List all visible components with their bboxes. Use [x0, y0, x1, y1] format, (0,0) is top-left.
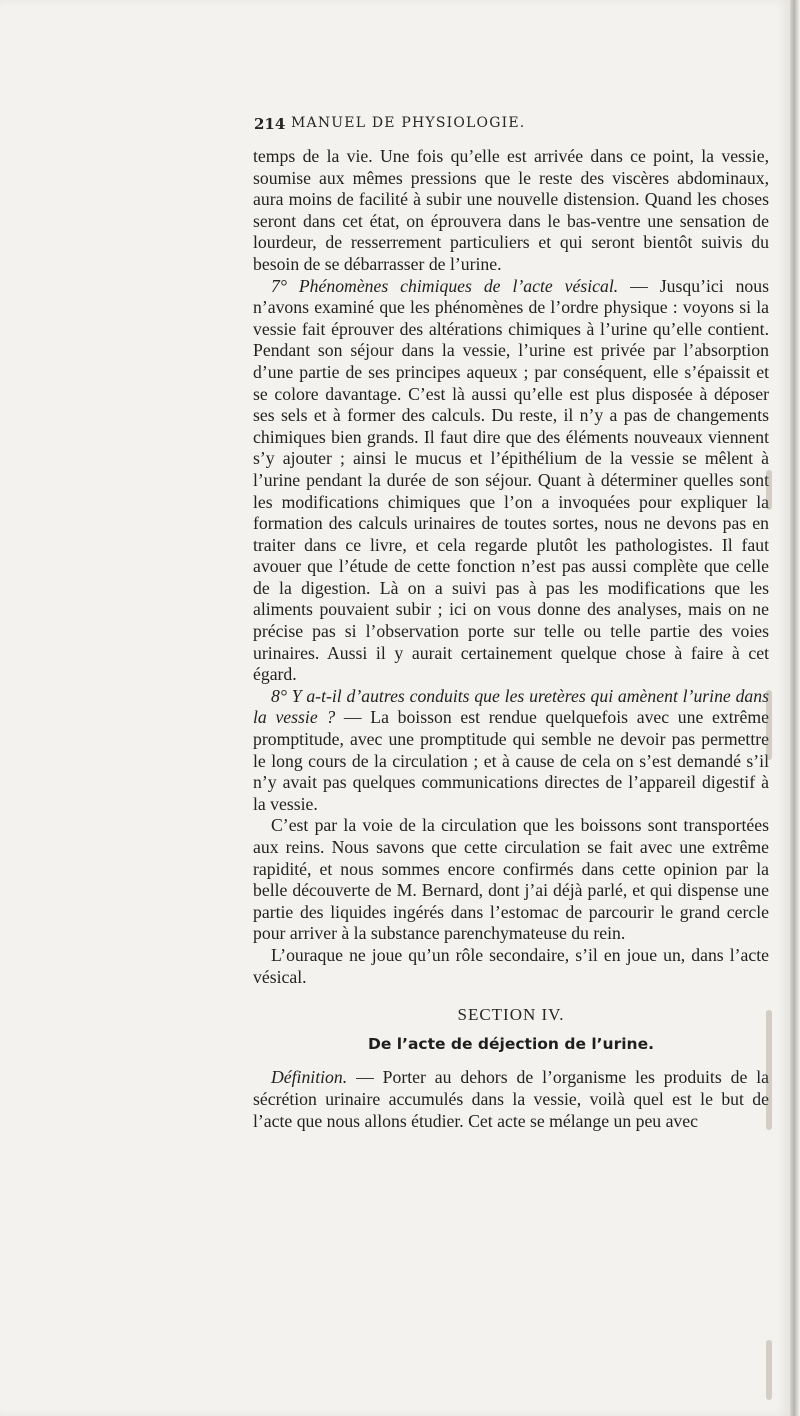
- paragraph-circulation: C’est par la voie de la circulation que les boissons sont transportées aux reins. Nous savons que cette circulation se fait avec une extrême rapidité, et nous sommes encore confirmés dans cette opinion par la belle découverte de M. Bernard, dont j’ai déjà parlé, et qui dispense une partie des liquides ingérés dans l’estomac de parcourir le grand cercle pour arriver à la substance parenchymateuse du rein.: [253, 815, 769, 944]
- paragraph-ouraque: L’ouraque ne joue qu’un rôle secondaire, s’il en joue un, dans l’acte vésical.: [253, 944, 769, 987]
- body-text: [253, 146, 769, 1132]
- running-title: MANUEL DE PHYSIOLOGIE.: [291, 115, 526, 131]
- paragraph-definition: [253, 1067, 769, 1132]
- section-title: SECTION IV.: [457, 1005, 565, 1025]
- page-stain: [766, 690, 772, 760]
- paragraph-heading: Définition.: [271, 1067, 348, 1088]
- paragraph-text: — Jusqu’ici nous n’avons examiné que les phénomènes de l’ordre physique : voyons si la vessie fait éprouver des altérations chimiques à l’urine qu’elle contient. Pendant son séjour dans la vessie, l’urine est privée par l’absorption d’une partie de ses principes aqueux ; par conséquent, elle s’épaissit et se colore davantage. C’est là aussi qu’elle est plus disposée à déposer ses sels et à former des calculs. Du reste, il n’y a pas de changements chimiques bien grands. Il faut dire que des éléments nouveaux viennent s’y ajouter ; ainsi le mucus et l’épithélium de la vessie se mêlent à l’urine pendant la durée de son séjour. Quant à déterminer quelles sont les modifications chimiques que l’on a invoquées pour expliquer la formation des calculs urinaires de toutes sortes, nous ne devons pas en traiter dans ce livre, et cela regarde plutôt les pathologistes. Il faut avouer que l’étude de cette fonction n’est pas aussi complète que celle de la digestion. Là on a suivi pas à pas les modifications que les aliments pouvaient subir ; ici on vous donne des analyses, mais on ne précise pas si l’observation porte sur telle ou telle partie des voies urinaires. Aussi il y aurait certainement quelque chose à faire à cet égard.: [253, 275, 770, 685]
- paragraph-heading: 8° Y a-t-il d’autres conduits que les uretères qui amènent l’urine dans la vessie ?: [253, 685, 769, 728]
- page-edge: [790, 0, 800, 1416]
- paragraph-text: — La boisson est rendue quelquefois avec une extrême promptitude, avec une promptitude qui semble ne devoir pas permettre le long cours de la circulation ; et à cause de cela on s’est demandé s’il n’y avait pas quelques communications directes de l’appareil digestif à la vessie.: [253, 707, 769, 814]
- page-stain: [766, 470, 772, 510]
- paragraph-other-conduits: [253, 686, 769, 816]
- paragraph-continuation: temps de la vie. Une fois qu’elle est arrivée dans ce point, la vessie, soumise aux mêmes pressions que le reste des viscères abdominaux, aura moins de facilité à subir une nouvelle distension. Quand les choses seront dans cet état, on éprouvera dans le bas-ventre une sensation de lourdeur, de resserrement particuliers et qui seront bientôt suivis du besoin de se débarrasser de l’urine.: [253, 146, 769, 274]
- page-stain: [766, 1010, 772, 1130]
- paragraph-heading: 7° Phénomènes chimiques de l’acte vésical.: [271, 275, 619, 296]
- paragraph-chemical-phenomena: [253, 276, 769, 686]
- page-number: 214: [254, 115, 286, 133]
- paragraph-text: — Porter au dehors de l’organisme les produits de la sécrétion urinaire accumulés dans la vessie, voilà quel est le but de l’acte que nous allons étudier. Cet acte se mélange un peu avec: [253, 1067, 769, 1131]
- page-stain: [766, 1340, 772, 1400]
- section-subtitle: De l’acte de déjection de l’urine.: [367, 1034, 654, 1053]
